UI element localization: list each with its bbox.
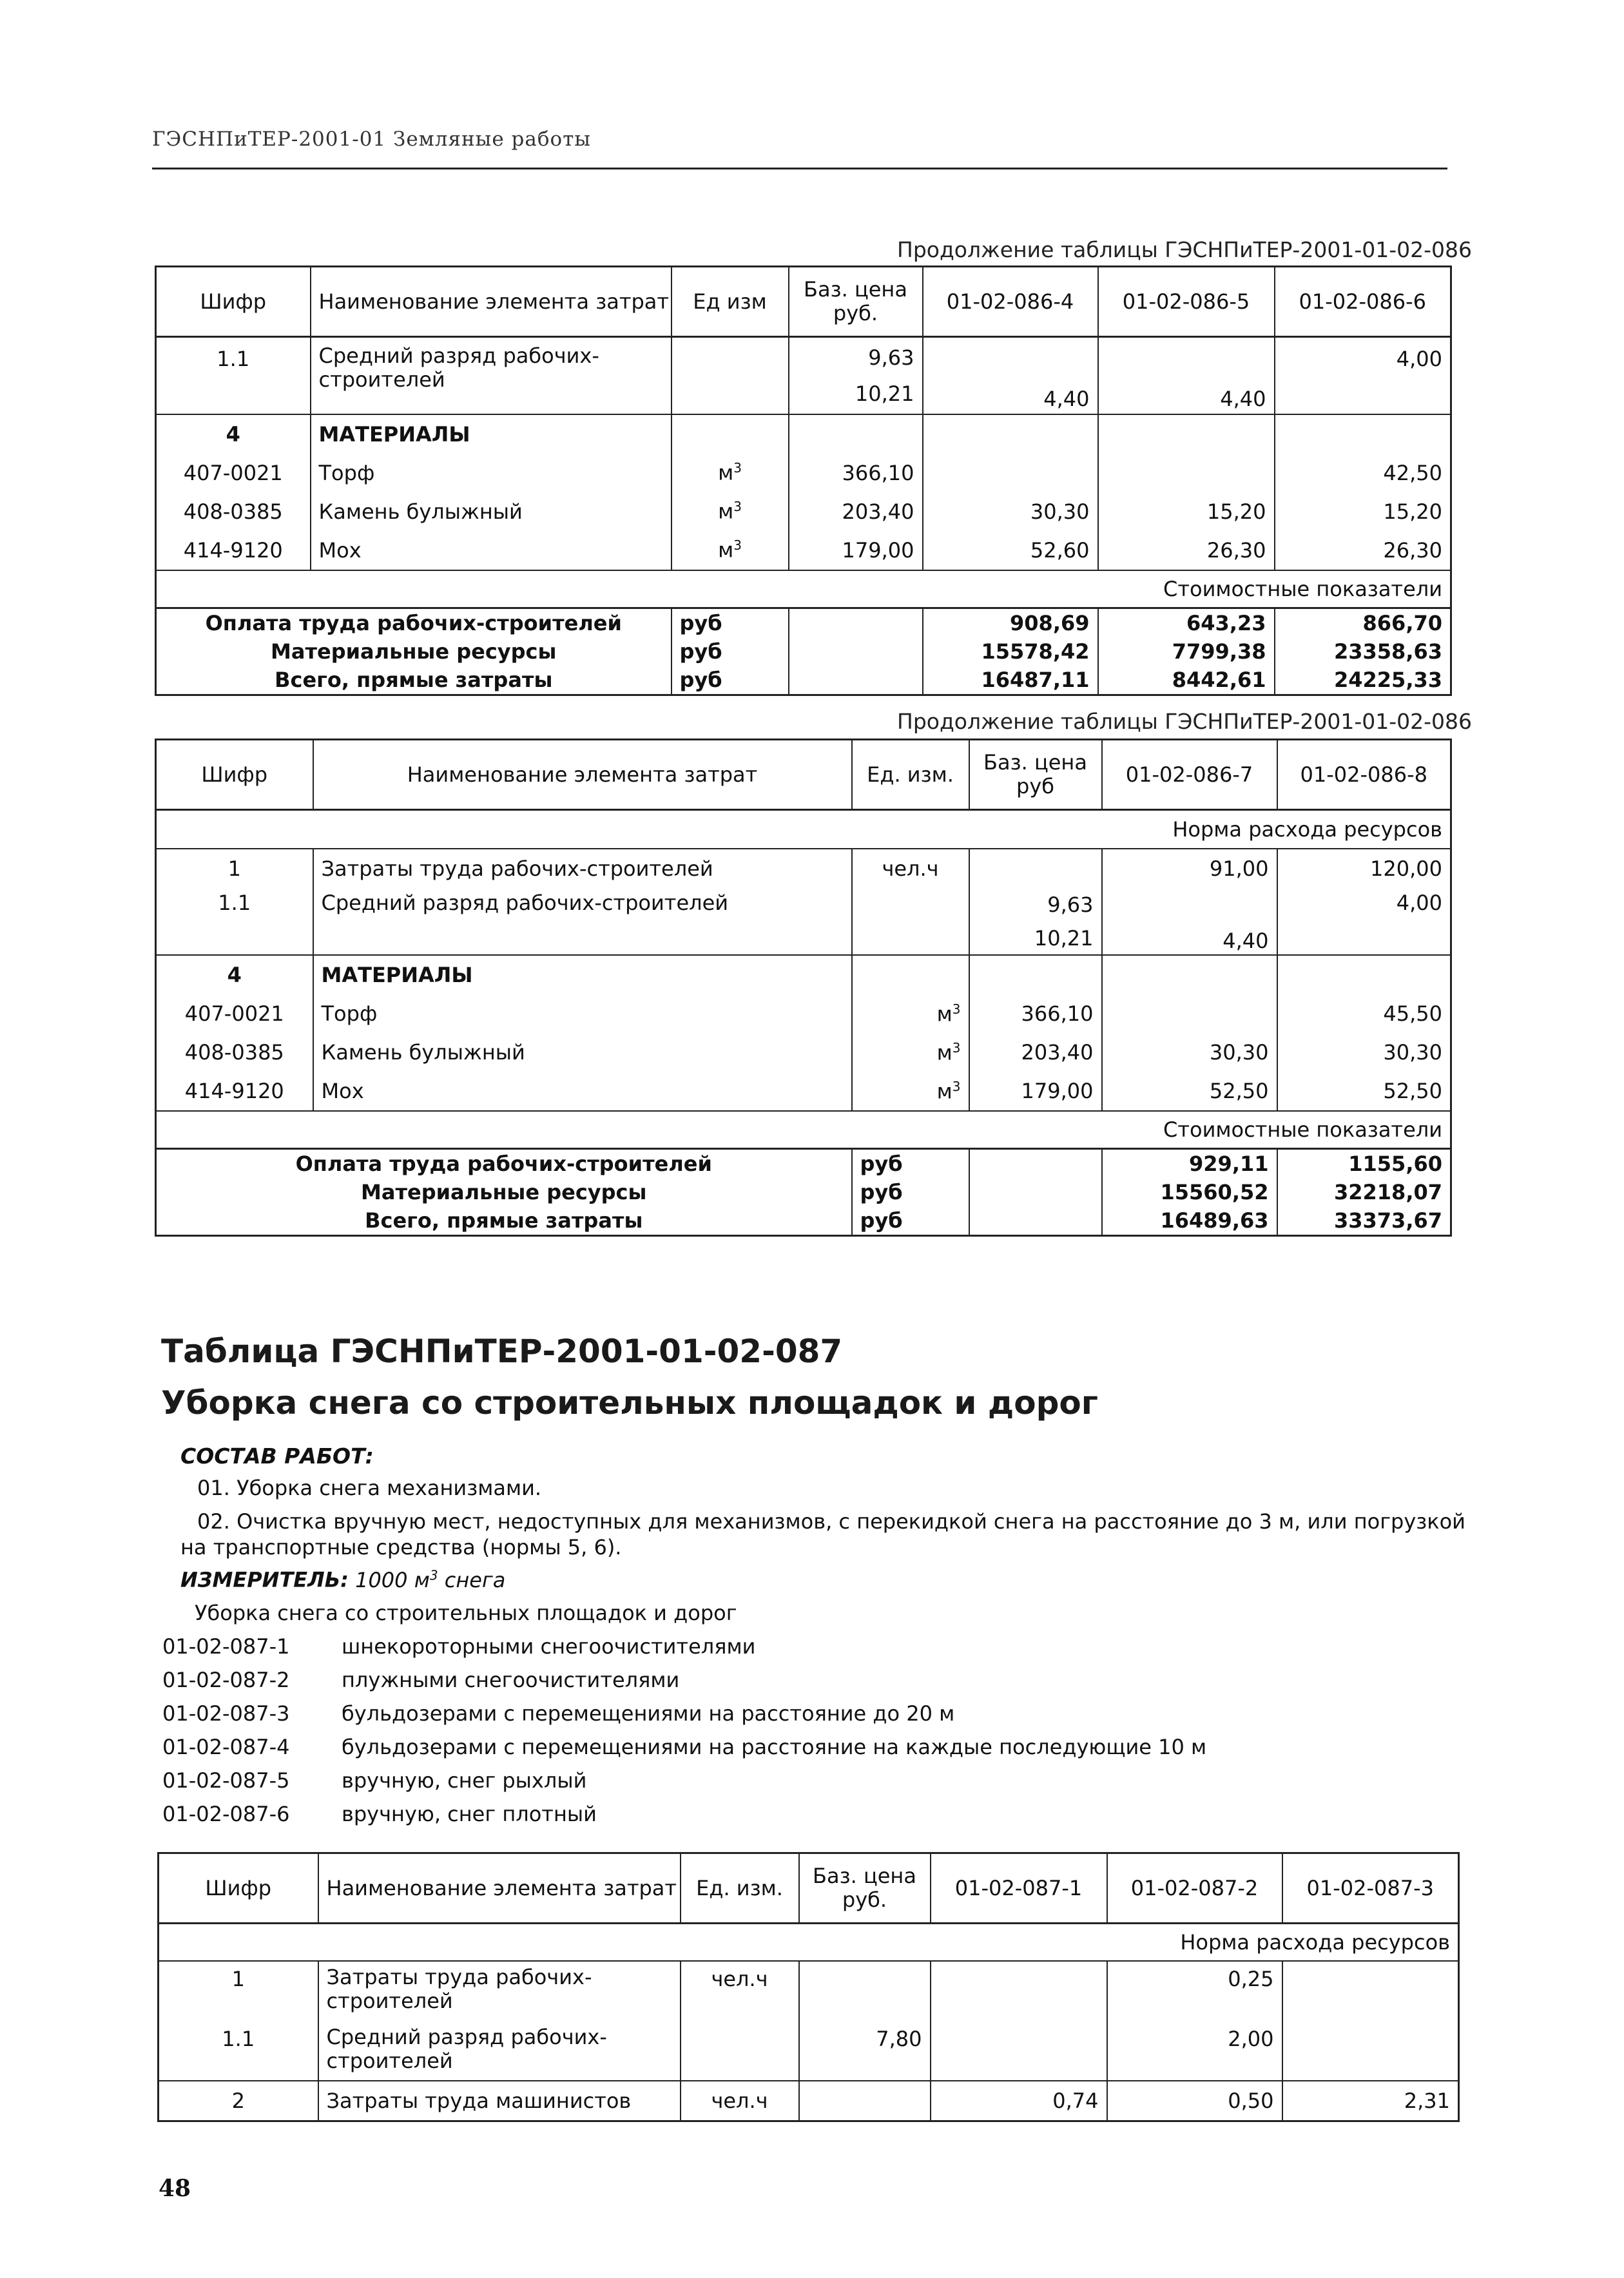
row-value: 26,30 (1098, 531, 1275, 570)
row-value: 45,50 (1277, 994, 1451, 1033)
row-price: 366,10 (969, 994, 1102, 1033)
row-value: 52,60 (923, 531, 1098, 570)
table3 (157, 1852, 1460, 2122)
row-price: 7,80 (799, 2023, 931, 2081)
total-value: 15560,52 (1102, 1178, 1277, 1206)
row-unit (681, 2023, 799, 2081)
col-header: 01-02-086-4 (923, 267, 1098, 337)
row-price (799, 1961, 931, 2023)
row-value: 30,30 (1277, 1033, 1451, 1072)
total-row (156, 666, 1451, 695)
price-value: 9,63 (868, 345, 914, 370)
row-value: 4,40 (923, 337, 1098, 414)
work-item: 01. Уборка снега механизмами. (197, 1476, 542, 1500)
row-value: 2,00 (1107, 2023, 1282, 2081)
total-value: 643,23 (1098, 608, 1275, 637)
total-value: 929,11 (1102, 1149, 1277, 1179)
row-value: 4,40 (1102, 888, 1277, 955)
row-code: 4 (156, 955, 313, 994)
table-row (156, 492, 1451, 531)
row-name: МАТЕРИАЛЫ (313, 955, 852, 994)
row-code: 1 (156, 849, 313, 888)
row-value (1282, 2023, 1459, 2081)
row-unit: $м^3$ (672, 531, 789, 570)
row-price (789, 337, 923, 414)
total-unit: руб (672, 666, 789, 695)
cost-header: Стоимостные показатели (156, 570, 1451, 608)
total-value: 16489,63 (1102, 1206, 1277, 1236)
row-name: Камень булыжный (311, 492, 672, 531)
row-name: Средний разряд рабочих-строителей (313, 888, 852, 955)
row-value: 30,30 (1102, 1033, 1277, 1072)
total-value: 33373,67 (1277, 1206, 1451, 1236)
row-value: 91,00 (1102, 849, 1277, 888)
variant-code: 01-02-087-6 (162, 1802, 290, 1826)
total-name: Всего, прямые затраты (156, 1206, 852, 1236)
total-name: Оплата труда рабочих-строителей (156, 1149, 852, 1179)
row-unit (672, 337, 789, 414)
row-unit: чел.ч (681, 1961, 799, 2023)
col-header: Ед изм (672, 267, 789, 337)
total-row (156, 1149, 1451, 1179)
row-value (1098, 454, 1275, 492)
variant-desc: вручную, снег плотный (342, 1802, 597, 1826)
total-unit: руб (672, 608, 789, 637)
row-price (969, 888, 1102, 955)
row-unit: $м^3$ (852, 994, 969, 1033)
total-row (156, 637, 1451, 666)
col-header: Баз. цена руб. (789, 267, 923, 337)
table-row (156, 849, 1451, 888)
row-value: 0,50 (1107, 2081, 1282, 2121)
meter-value: 1000 $м^3$ снега (355, 1567, 506, 1592)
total-value: 23358,63 (1275, 637, 1451, 666)
work-item: 02. Очистка вручную мест, недоступных для механизмов, с перекидкой снега на расстояние до 3 м, или погрузкой (197, 1509, 1465, 1534)
col-header: 01-02-087-1 (931, 1853, 1107, 1924)
col-header: Баз. цена руб (969, 740, 1102, 810)
row-value: 0,25 (1107, 1961, 1282, 2023)
total-row (156, 1206, 1451, 1236)
row-value (931, 1961, 1107, 2023)
table-row (156, 337, 1451, 414)
row-value: 30,30 (923, 492, 1098, 531)
row-code: 1 (159, 1961, 318, 2023)
row-value (923, 454, 1098, 492)
row-code: 1.1 (159, 2023, 318, 2081)
row-price (969, 849, 1102, 888)
row-name: МАТЕРИАЛЫ (311, 414, 672, 454)
row-name: Средний разряд рабочих-строителей (311, 337, 672, 414)
row-price: 179,00 (969, 1072, 1102, 1111)
section-subtitle: Уборка снега со строительных площадок и дорог (161, 1384, 1098, 1422)
col-header: Наименование элемента затрат (313, 740, 852, 810)
row-unit (852, 888, 969, 955)
group-title: Уборка снега со строительных площадок и дорог (195, 1601, 737, 1625)
row-name: Камень булыжный (313, 1033, 852, 1072)
table2-continuation: Продолжение таблицы ГЭСНПиТЕР-2001-01-02-086 (897, 709, 1473, 734)
total-unit: руб (672, 637, 789, 666)
total-value: 866,70 (1275, 608, 1451, 637)
total-value: 7799,38 (1098, 637, 1275, 666)
row-code: 408-0385 (156, 1033, 313, 1072)
row-name: Торф (311, 454, 672, 492)
row-name: Затраты труда машинистов (318, 2081, 681, 2121)
row-code: 414-9120 (156, 1072, 313, 1111)
col-header: Ед. изм. (852, 740, 969, 810)
row-code: 4 (156, 414, 311, 454)
variant-code: 01-02-087-1 (162, 1634, 290, 1659)
row-value: 15,20 (1098, 492, 1275, 531)
row-value: 0,74 (931, 2081, 1107, 2121)
table1-header-row (156, 267, 1451, 337)
total-unit: руб (852, 1178, 969, 1206)
total-value: 16487,11 (923, 666, 1098, 695)
row-value: 52,50 (1102, 1072, 1277, 1111)
total-value: 1155,60 (1277, 1149, 1451, 1179)
table-row (156, 994, 1451, 1033)
row-code: 407-0021 (156, 994, 313, 1033)
variant-code: 01-02-087-5 (162, 1768, 290, 1793)
row-price: 366,10 (789, 454, 923, 492)
total-name: Всего, прямые затраты (156, 666, 672, 695)
variant-desc: бульдозерами с перемещениями на расстояние на каждые последующие 10 м (342, 1735, 1207, 1759)
work-item: на транспортные средства (нормы 5, 6). (180, 1535, 622, 1559)
row-name: Торф (313, 994, 852, 1033)
total-row (156, 608, 1451, 637)
meter-line (180, 1567, 505, 1592)
composition-label: СОСТАВ РАБОТ: (180, 1443, 374, 1469)
table-row (156, 414, 1451, 454)
row-name: Мох (311, 531, 672, 570)
price-value: 9,63 (1047, 892, 1094, 917)
price-value: 10,21 (855, 381, 914, 406)
row-price: 179,00 (789, 531, 923, 570)
row-unit: $м^3$ (852, 1072, 969, 1111)
variant-desc: плужными снегоочистителями (342, 1668, 680, 1692)
row-value: 4,40 (1098, 337, 1275, 414)
col-header: 01-02-087-2 (1107, 1853, 1282, 1924)
col-header: Баз. цена руб. (799, 1853, 931, 1924)
table-row (159, 2023, 1459, 2081)
table-row (159, 1961, 1459, 2023)
col-header: 01-02-087-3 (1282, 1853, 1459, 1924)
row-price: 203,40 (789, 492, 923, 531)
col-header: Шифр (156, 740, 313, 810)
table-row (159, 2081, 1459, 2121)
col-header: Ед. изм. (681, 1853, 799, 1924)
col-header: 01-02-086-8 (1277, 740, 1451, 810)
row-name: Затраты труда рабочих-строителей (313, 849, 852, 888)
row-value: 42,50 (1275, 454, 1451, 492)
row-value: 120,00 (1277, 849, 1451, 888)
row-value (1102, 994, 1277, 1033)
row-unit: чел.ч (681, 2081, 799, 2121)
norm-header: Норма расхода ресурсов (156, 810, 1451, 849)
row-unit: чел.ч (852, 849, 969, 888)
total-value: 24225,33 (1275, 666, 1451, 695)
total-unit: руб (852, 1206, 969, 1236)
norm-header: Норма расхода ресурсов (159, 1924, 1459, 1962)
row-name: Мох (313, 1072, 852, 1111)
norm-header-row (159, 1924, 1459, 1962)
col-header: 01-02-086-7 (1102, 740, 1277, 810)
total-row (156, 1178, 1451, 1206)
col-header: 01-02-086-6 (1275, 267, 1451, 337)
row-value (1282, 1961, 1459, 2023)
col-header: Наименование элемента затрат (311, 267, 672, 337)
row-code: 408-0385 (156, 492, 311, 531)
table2-header-row (156, 740, 1451, 810)
total-value: 8442,61 (1098, 666, 1275, 695)
table-row (156, 454, 1451, 492)
row-code: 2 (159, 2081, 318, 2121)
header-rule (152, 168, 1447, 169)
variant-desc: вручную, снег рыхлый (342, 1768, 587, 1793)
table1-continuation: Продолжение таблицы ГЭСНПиТЕР-2001-01-02-086 (897, 237, 1473, 262)
row-value: 52,50 (1277, 1072, 1451, 1111)
table1 (155, 265, 1452, 696)
meter-label: ИЗМЕРИТЕЛЬ: (180, 1567, 349, 1592)
norm-header-row (156, 810, 1451, 849)
variant-code: 01-02-087-3 (162, 1701, 290, 1726)
row-value: 2,31 (1282, 2081, 1459, 2121)
total-name: Оплата труда рабочих-строителей (156, 608, 672, 637)
row-code: 1.1 (156, 888, 313, 955)
col-header: Шифр (156, 267, 311, 337)
variant-desc: бульдозерами с перемещениями на расстояние до 20 м (342, 1701, 955, 1726)
cost-header: Стоимостные показатели (156, 1111, 1451, 1149)
col-header: Шифр (159, 1853, 318, 1924)
row-unit: $м^3$ (672, 454, 789, 492)
total-value: 15578,42 (923, 637, 1098, 666)
row-value: 15,20 (1275, 492, 1451, 531)
table-row (156, 888, 1451, 955)
variant-desc: шнекороторными снегоочистителями (342, 1634, 756, 1659)
row-code: 407-0021 (156, 454, 311, 492)
col-header: 01-02-086-5 (1098, 267, 1275, 337)
table-row (156, 531, 1451, 570)
row-value: 4,00 (1277, 888, 1451, 955)
cost-header-row (156, 1111, 1451, 1149)
row-value (931, 2023, 1107, 2081)
table-row (156, 1033, 1451, 1072)
row-value: 26,30 (1275, 531, 1451, 570)
price-value: 10,21 (1034, 925, 1094, 951)
row-price (799, 2081, 931, 2121)
table3-header-row (159, 1853, 1459, 1924)
col-header: Наименование элемента затрат (318, 1853, 681, 1924)
row-unit: $м^3$ (852, 1033, 969, 1072)
total-value: 32218,07 (1277, 1178, 1451, 1206)
row-price: 203,40 (969, 1033, 1102, 1072)
row-value: 4,00 (1275, 337, 1451, 414)
table2 (155, 738, 1452, 1237)
variant-code: 01-02-087-4 (162, 1735, 290, 1759)
section-title: Таблица ГЭСНПиТЕР-2001-01-02-087 (161, 1333, 843, 1370)
table-row (156, 955, 1451, 994)
page-number: 48 (159, 2175, 191, 2202)
row-unit: $м^3$ (672, 492, 789, 531)
total-name: Материальные ресурсы (156, 637, 672, 666)
row-code: 414-9120 (156, 531, 311, 570)
cost-header-row (156, 570, 1451, 608)
total-value: 908,69 (923, 608, 1098, 637)
table-row (156, 1072, 1451, 1111)
total-unit: руб (852, 1149, 969, 1179)
row-code: 1.1 (156, 337, 311, 414)
total-name: Материальные ресурсы (156, 1178, 852, 1206)
running-header: ГЭСНПиТЕР-2001-01 Земляные работы (152, 128, 592, 151)
row-name: Затраты труда рабочих-строителей (318, 1961, 681, 2023)
variant-code: 01-02-087-2 (162, 1668, 290, 1692)
row-name: Средний разряд рабочих-строителей (318, 2023, 681, 2081)
